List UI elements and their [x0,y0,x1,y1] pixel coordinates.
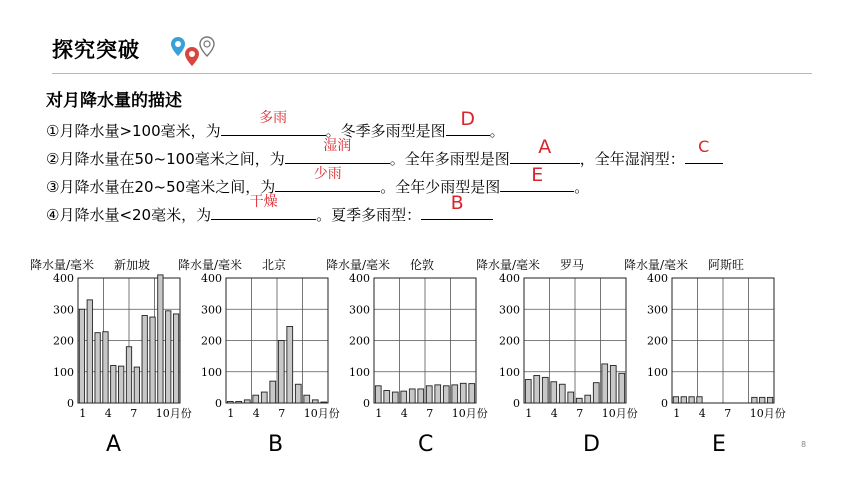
line-1-middle: 。冬季多雨型是图 [325,122,446,140]
chart-ytick-label: 100 [201,365,222,379]
chart-letter-a: A [106,432,122,457]
line-1-blank-1 [221,110,326,136]
chart-ytick-label: 0 [513,397,520,410]
chart-bar [568,392,574,403]
chart-ytick-label: 400 [499,272,520,285]
chart-ytick-label: 300 [53,303,74,317]
chart-bar [158,275,163,403]
chart-bar [697,397,702,403]
chart-bar [689,397,694,403]
chart-bar [435,385,441,403]
line-2-prefix: ②月降水量在50~100毫米之间，为 [46,150,285,168]
chart-title: 新加坡 [114,258,151,272]
chart-xtick-label: 7 [278,407,286,420]
chart-xtick-label: 7 [576,407,584,420]
chart-title: 罗马 [560,258,585,272]
line-2-middle-2: ，全年湿润型： [579,150,685,168]
chart-xtick-label: 7 [724,407,732,420]
chart-xtick-label: 1 [79,407,87,420]
line-4-answer-2: B [450,192,464,214]
chart-ylabel: 降水量/毫米 [476,258,541,272]
chart-bar [576,398,582,403]
chart-bar [244,400,250,403]
section-subtitle: 对月降水量的描述 [46,91,182,111]
chart-xtick-label: 7 [426,407,434,420]
chart-bar [551,382,557,403]
chart-ylabel: 降水量/毫米 [326,258,391,272]
chart-letter-b: B [268,432,284,457]
line-4-answer-1: 干燥 [249,194,278,210]
chart-xtick-label: 10月份 [749,407,786,420]
chart-bar [278,341,284,404]
chart-letter-d: D [583,432,600,457]
chart-bar [767,397,772,403]
line-2-blank-3 [685,137,723,164]
line-3-answer-1: 少雨 [313,166,342,182]
chart-ytick-label: 0 [363,397,370,410]
chart-xtick-label: 10月份 [303,407,340,420]
chart-rome [476,256,638,426]
chart-london [326,256,488,426]
line-2-answer-3: C [698,137,710,156]
chart-xtick-label: 7 [130,407,138,420]
chart-ylabel: 降水量/毫米 [624,258,689,272]
line-2-blank-1 [285,138,390,164]
line-3-middle: 。全年少雨型是图 [380,178,501,196]
chart-bar [103,332,108,403]
line-3-prefix: ③月降水量在20~50毫米之间，为 [46,178,276,196]
chart-ytick-label: 200 [53,334,74,348]
chart-singapore [30,256,192,426]
line-1-suffix: 。 [489,122,505,140]
chart-bar [312,400,318,403]
chart-ytick-label: 400 [647,272,668,285]
chart-bar [111,366,116,404]
chart-bar [452,385,458,403]
chart-beijing [178,256,340,426]
chart-bar [227,401,233,403]
chart-bar [418,389,424,403]
chart-ytick-label: 300 [647,303,668,317]
chart-bar [673,397,678,403]
chart-bar [87,300,92,403]
chart-bar [593,383,599,403]
chart-bar [602,364,608,403]
chart-bar [270,381,276,403]
page-number: 8 [801,440,807,449]
chart-xtick-label: 1 [227,407,235,420]
chart-bar [542,377,548,403]
chart-bar [534,376,540,404]
chart-xtick-label: 10月份 [155,407,192,420]
chart-ytick-label: 400 [201,272,222,285]
chart-xtick-label: 4 [252,407,260,420]
line-1-answer-1: 多雨 [259,110,288,126]
chart-aswan [624,256,786,426]
chart-letter-c: C [418,432,434,457]
chart-xtick-label: 4 [550,407,558,420]
chart-bar [118,366,123,403]
chart-bar [79,309,84,403]
chart-bar [166,311,171,403]
chart-ytick-label: 100 [647,365,668,379]
chart-ytick-label: 100 [349,365,370,379]
chart-ylabel: 降水量/毫米 [178,258,243,272]
chart-bar [304,395,310,403]
line-1-answer-2: D [460,108,475,130]
chart-bar [426,386,432,403]
chart-bar [142,316,147,404]
chart-bar [384,391,390,404]
line-4-blank-1 [211,194,316,220]
chart-ytick-label: 200 [201,334,222,348]
chart-bar [409,389,415,403]
chart-xtick-label: 1 [673,407,681,420]
chart-xtick-label: 10月份 [451,407,488,420]
chart-bar [585,395,591,403]
chart-ytick-label: 100 [53,365,74,379]
chart-ytick-label: 200 [647,334,668,348]
chart-ytick-label: 200 [349,334,370,348]
chart-xtick-label: 1 [375,407,383,420]
chart-ytick-label: 300 [349,303,370,317]
chart-title: 阿斯旺 [708,258,745,272]
description-line-4 [46,192,493,225]
chart-ytick-label: 400 [53,272,74,285]
line-4-prefix: ④月降水量<20毫米，为 [46,206,212,224]
chart-bar [760,397,765,403]
chart-bar [236,401,242,403]
chart-letter-e: E [712,432,726,457]
line-1-prefix: ①月降水量>100毫米，为 [46,122,221,140]
chart-ytick-label: 0 [215,397,222,410]
chart-bar [375,386,381,403]
chart-bar [525,380,531,403]
line-4-middle: 。夏季多雨型： [316,206,422,224]
chart-bar [392,392,398,403]
line-2-answer-1: 湿润 [323,138,352,154]
chart-bar [681,397,686,403]
chart-bar [261,392,267,403]
chart-bar [610,366,616,404]
line-2-blank-2 [510,136,580,164]
chart-ytick-label: 0 [661,397,668,410]
chart-bar [287,326,293,403]
chart-bar [295,384,301,403]
line-4-blank-2 [421,192,493,220]
chart-bar [752,397,757,403]
chart-bar [460,383,466,403]
chart-title: 北京 [262,258,287,272]
chart-bar [559,384,565,403]
chart-bar [126,347,131,403]
line-3-suffix: 。 [574,178,590,196]
chart-xtick-label: 4 [698,407,706,420]
line-2-middle: 。全年多雨型是图 [389,150,510,168]
chart-bar [401,391,407,403]
page-title: 探究突破 [52,38,140,62]
line-2-answer-2: A [538,136,552,158]
chart-xtick-label: 4 [400,407,408,420]
description-line-1 [46,108,505,141]
chart-bar [95,333,100,403]
chart-ylabel: 降水量/毫米 [30,258,95,272]
map-pin-icon [168,35,220,75]
chart-ytick-label: 200 [499,334,520,348]
line-1-blank-2 [446,108,490,136]
chart-bar [443,386,449,403]
chart-bar [150,317,155,403]
line-3-answer-2: E [531,164,544,186]
chart-xtick-label: 4 [104,407,112,420]
chart-title: 伦敦 [410,258,435,272]
chart-ytick-label: 300 [201,303,222,317]
chart-ytick-label: 300 [499,303,520,317]
description-line-3 [46,164,590,197]
chart-bar [469,384,475,403]
title-divider [52,73,812,74]
chart-ytick-label: 0 [67,397,74,410]
chart-xtick-label: 1 [525,407,533,420]
line-3-blank-1 [275,166,380,192]
chart-bar [134,367,139,403]
line-3-blank-2 [500,164,574,192]
description-line-2 [46,136,723,169]
chart-ytick-label: 400 [349,272,370,285]
chart-ytick-label: 100 [499,365,520,379]
chart-bar [253,395,259,403]
chart-xtick-label: 10月份 [601,407,638,420]
